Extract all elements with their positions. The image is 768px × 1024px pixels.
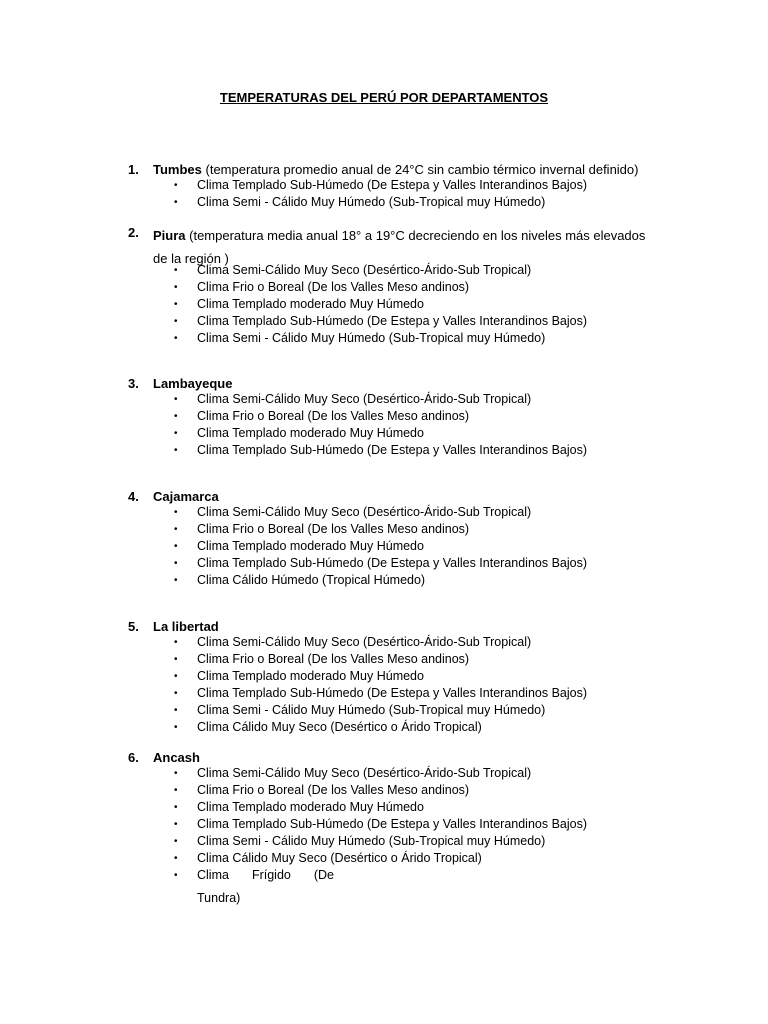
department-number: 2. [128, 225, 139, 240]
bullet-icon: • [174, 558, 178, 569]
bullet-icon: • [174, 722, 178, 733]
department-name: Lambayeque [153, 376, 233, 391]
bullet-icon: • [174, 541, 178, 552]
bullet-icon: • [174, 768, 178, 779]
bullet-icon: • [174, 870, 178, 881]
department-number: 5. [128, 619, 139, 634]
bullet-icon: • [174, 265, 178, 276]
split-item-text: Clima Frígido (De [197, 868, 334, 882]
bullet-icon: • [174, 197, 178, 208]
bullet-icon: • [174, 853, 178, 864]
bullet-icon: • [174, 836, 178, 847]
bullet-icon: • [174, 688, 178, 699]
department-description: (temperatura media anual 18° a 19°C decreciendo en los niveles más elevados de la región ) [153, 228, 646, 266]
department-number: 6. [128, 750, 139, 765]
bullet-icon: • [174, 785, 178, 796]
department-description: (temperatura promedio anual de 24°C sin cambio térmico invernal definido) [201, 162, 639, 177]
department-number: 3. [128, 376, 139, 391]
bullet-icon: • [174, 575, 178, 586]
document-title: TEMPERATURAS DEL PERÚ POR DEPARTAMENTOS [219, 90, 549, 105]
split-item-continuation: Tundra) [197, 891, 241, 905]
bullet-icon: • [174, 411, 178, 422]
bullet-icon: • [174, 802, 178, 813]
bullet-icon: • [174, 299, 178, 310]
department-name: Ancash [153, 750, 200, 765]
bullet-icon: • [174, 819, 178, 830]
bullet-icon: • [174, 282, 178, 293]
department-name: Piura [153, 228, 186, 243]
document-page: TEMPERATURAS DEL PERÚ POR DEPARTAMENTOS 1. Tumbes (temperatura promedio anual de 24°C sin cambio térmico invernal definido) • Clima Templado Sub-Húmedo (De Estepa y Valles Interandinos Bajos) • Clima Semi - Cálido Muy Húmedo (Sub-Tropical muy Húmedo) 2. Piura (temperatura media anual 18° a 19°C decreciendo en los niveles más elevados de la región ) • Clima Semi-Cálido Muy Seco (Desértico-Árido-Sub Tropical) • Clima Frio o Boreal (De los Valles Meso andinos) • Clima Templado moderado Muy Húmedo • Clima Templado Sub-Húmedo (De Estepa y Valles Interandinos Bajos) • Clima Semi - Cálido Muy Húmedo (Sub-Tropical muy Húmedo) 3. Lambayeque • Clima Semi-Cálido Muy Seco (Desértico-Árido-Sub Tropical) • Clima Frio o Boreal (De los Valles Meso andinos) • Clima Templado moderado Muy Húmedo • Clima Templado Sub-Húmedo (De Estepa y Valles Interandinos Bajos) 4. Cajamarca • Clima Semi-Cálido Muy Seco (Desértico-Árido-Sub Tropical) • Clima Frio o Boreal (De los Valles Meso andinos) • Clima Templado moderado Muy Húmedo • Clima Templado Sub-Húmedo (De Estepa y Valles Interandinos Bajos) • Clima Cálido Húmedo (Tropical Húmedo) 5. La libertad • Clima Semi-Cálido Muy Seco (Desértico-Árido-Sub Tropical) • Clima Frio o Boreal (De los Valles Meso andinos) • Clima Templado moderado Muy Húmedo • Clima Templado Sub-Húmedo (De Estepa y Valles Interandinos Bajos) • Clima Semi - Cálido Muy Húmedo (Sub-Tropical muy Húmedo) • Clima Cálido Muy Seco (Desértico o Árido Tropical) 6. Ancash • Clima Semi-Cálido Muy Seco (Desértico-Árido-Sub Tropical) • Clima Frio o Boreal (De los Valles Meso andinos) • Clima Templado moderado Muy Húmedo • Clima Templado Sub-Húmedo (De Estepa y Valles Interandinos Bajos) • Clima Semi - Cálido Muy Húmedo (Sub-Tropical muy Húmedo) • Clima Cálido Muy Seco (Desértico o Árido Tropical) • Clima Frígido (De Tundra) [0, 0, 768, 1024]
department-name: Tumbes [153, 162, 202, 177]
bullet-icon: • [174, 333, 178, 344]
bullet-icon: • [174, 654, 178, 665]
department-number: 4. [128, 489, 139, 504]
bullet-icon: • [174, 524, 178, 535]
department-number: 1. [128, 162, 139, 177]
bullet-icon: • [174, 637, 178, 648]
bullet-icon: • [174, 507, 178, 518]
bullet-icon: • [174, 671, 178, 682]
bullet-icon: • [174, 705, 178, 716]
bullet-icon: • [174, 180, 178, 191]
department-name: Cajamarca [153, 489, 219, 504]
bullet-icon: • [174, 394, 178, 405]
department-name: La libertad [153, 619, 219, 634]
bullet-icon: • [174, 428, 178, 439]
bullet-icon: • [174, 316, 178, 327]
bullet-icon: • [174, 445, 178, 456]
